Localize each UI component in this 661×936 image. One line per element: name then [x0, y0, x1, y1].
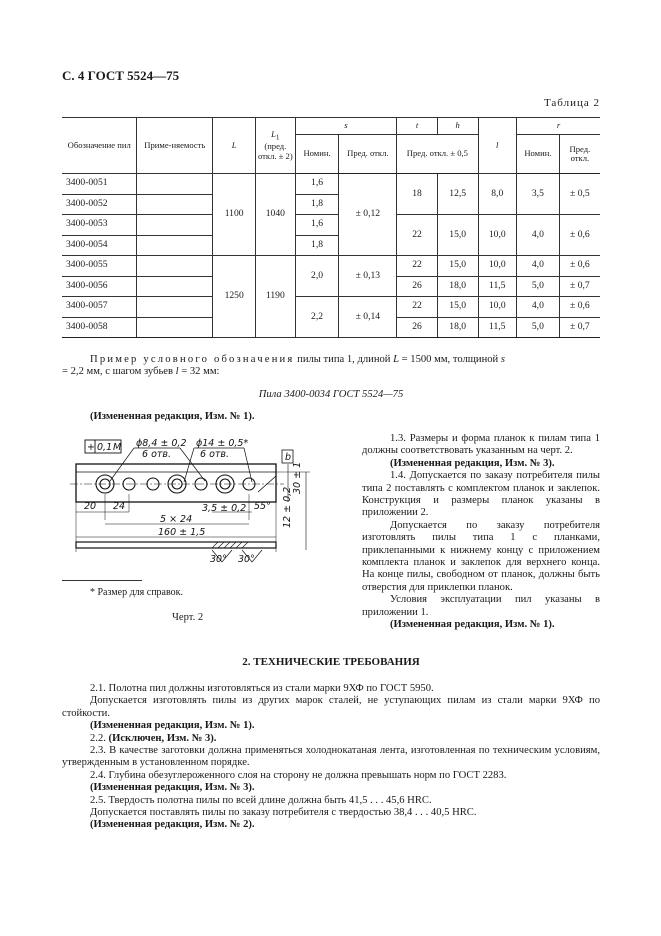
col-r: r — [517, 118, 601, 135]
col-r-tol: Пред. откл. — [559, 135, 600, 174]
tolerance-frame — [85, 440, 121, 453]
table-row: 3400-0057 2,2 ± 0,14 22 15,0 10,0 4,0 ± 0,6 — [62, 297, 600, 318]
col-l: l — [478, 118, 517, 174]
spec-table — [62, 117, 600, 338]
col-s-nom: Номин. — [295, 135, 339, 174]
table-row: 3400-0051 1100 1040 1,6 ± 0,12 18 12,5 8,0 3,5 ± 0,5 — [62, 174, 600, 195]
col-r-nom: Номин. — [517, 135, 560, 174]
dim-12-label: 12 ± 0,2 — [282, 486, 293, 528]
para-2-5-b: Допускается поставлять пилы по заказу потребителя с твердостью 38,4 . . . 40,5 HRC. — [90, 807, 477, 819]
para-2-3: 2.3. В качестве заготовки должна применяться холоднокатаная лента, изготовленная по техническим условиям, утвержденным в установленном порядке. — [62, 745, 600, 769]
dim-55-label: 55° — [254, 501, 271, 512]
para-1-4: 1.4. Допускается по заказу потребителя пилы типа 2 поставлять с комплектом планок и заклепок. Конструкция и размеры планок указаны в приложении 2. — [362, 470, 600, 519]
svg-text:M: M — [113, 442, 122, 453]
para-1-3: 1.3. Размеры и форма планок к пилам типа 1 должны соответствовать указанным на черт. 2. — [362, 433, 600, 457]
hole2-count-label: 6 отв. — [200, 449, 230, 460]
svg-text:0,1: 0,1 — [97, 442, 113, 453]
hole1-count-label: 6 отв. — [142, 449, 172, 460]
col-applicability: Приме-няемость — [137, 118, 213, 174]
dim-24-label: 24 — [113, 501, 126, 512]
plate-top-view — [76, 464, 276, 502]
col-t: t — [397, 118, 438, 135]
plate-drawing — [62, 432, 352, 572]
col-s: s — [295, 118, 397, 135]
para-2-5: 2.5. Твердость полотна пилы по всей длине должна быть 41,5 . . . 45,6 HRC. — [90, 794, 432, 806]
svg-text:+: + — [87, 442, 95, 453]
table-row: 3400-0054 1,8 — [62, 235, 600, 256]
section-2-title: 2. ТЕХНИЧЕСКИЕ ТРЕБОВАНИЯ — [242, 656, 420, 668]
para-2-5-revision: (Измененная редакция, Изм. № 2). — [90, 819, 255, 831]
para-1-3-revision: (Измененная редакция, Изм. № 3). — [390, 457, 555, 469]
dim-30deg-b-label: 30° — [238, 554, 255, 565]
para-2-1-b: Допускается изготовлять пилы из других марок сталей, не уступающих пилам из стали марки 9ХФ по стойкости. — [62, 695, 600, 719]
example-paragraph: Пример условного обозначения пилы типа 1, длиной L = 1500 мм, толщиной s = 2,2 мм, с шагом зубьев l = 32 мм: — [62, 354, 505, 378]
table-row: 3400-0053 1,6 22 15,0 10,0 4,0 ± 0,6 — [62, 215, 600, 236]
table-row: 3400-0058 26 18,0 11,5 5,0 ± 0,7 — [62, 317, 600, 338]
col-th-tol: Пред. откл. ± 0,5 — [397, 135, 478, 174]
dim-35-label: 3,5 ± 0,2 — [202, 503, 247, 514]
table-caption: Таблица 2 — [543, 97, 600, 109]
table-row: 3400-0055 1250 1190 2,0 ± 0,13 22 15,0 10,0 4,0 ± 0,6 — [62, 256, 600, 277]
col-L1: $L_1$ (пред. откл. ± 2) — [256, 118, 296, 174]
dim-30deg-a-label: 30° — [210, 554, 227, 565]
para-2-4-revision: (Измененная редакция, Изм. № 3). — [90, 782, 255, 794]
col-h: h — [437, 118, 478, 135]
page-header: С. 4 ГОСТ 5524—75 — [62, 68, 180, 83]
hole1-dia-label: ϕ8,4 ± 0,2 — [136, 438, 187, 449]
hatch — [212, 542, 248, 548]
drawing-caption: Черт. 2 — [172, 612, 204, 623]
right-column — [362, 433, 600, 632]
para-2-1: 2.1. Полотна пил должны изготовляться из стали марки 9ХФ по ГОСТ 5950. — [90, 683, 434, 694]
col-s-tol: Пред. откл. — [339, 135, 397, 174]
dim-b-label: b — [285, 452, 292, 463]
table-row: 3400-0052 1,8 — [62, 194, 600, 215]
col-L: L — [213, 118, 256, 174]
para-1-4-revision: (Измененная редакция, Изм. № 1). — [390, 619, 555, 631]
section-2-body — [62, 683, 600, 832]
dim-5x24-label: 5 × 24 — [160, 514, 193, 525]
dim-160-label: 160 ± 1,5 — [158, 527, 206, 538]
plate-side-view — [76, 542, 276, 548]
col-designation: Обозначение пил — [62, 118, 137, 174]
para-1-4-b: Допускается по заказу потребителя изготовлять пилы типа 1 с планками, приклепанными к нижнему концу с приложением комплекта планок и заклепок для верхнего конца. На конце пилы, свободном от планок, должны быть отверстия для приклепки планок. — [362, 519, 600, 593]
table-row: 3400-0056 26 18,0 11,5 5,0 ± 0,7 — [62, 276, 600, 297]
footnote: * Размер для справок. — [90, 587, 183, 598]
example-revision: (Измененная редакция, Изм. № 1). — [90, 411, 255, 422]
para-2-4: 2.4. Глубина обезуглероженного слоя на сторону не должна превышать норм по ГОСТ 2283. — [90, 769, 507, 781]
hole2-dia-label: ϕ14 ± 0,5* — [196, 438, 249, 449]
para-2-2: 2.2. (Исключен, Изм. № 3). — [90, 732, 217, 744]
dim-20-label: 20 — [84, 501, 97, 512]
para-2-1-revision: (Измененная редакция, Изм. № 1). — [90, 720, 255, 732]
dim-30-label: 30 ± 1 — [292, 461, 303, 494]
footnote-rule — [62, 580, 142, 581]
para-1-4-c: Условия эксплуатации пил указаны в приложении 1. — [362, 594, 600, 618]
example-designation: Пила 3400-0034 ГОСТ 5524—75 — [258, 389, 404, 400]
